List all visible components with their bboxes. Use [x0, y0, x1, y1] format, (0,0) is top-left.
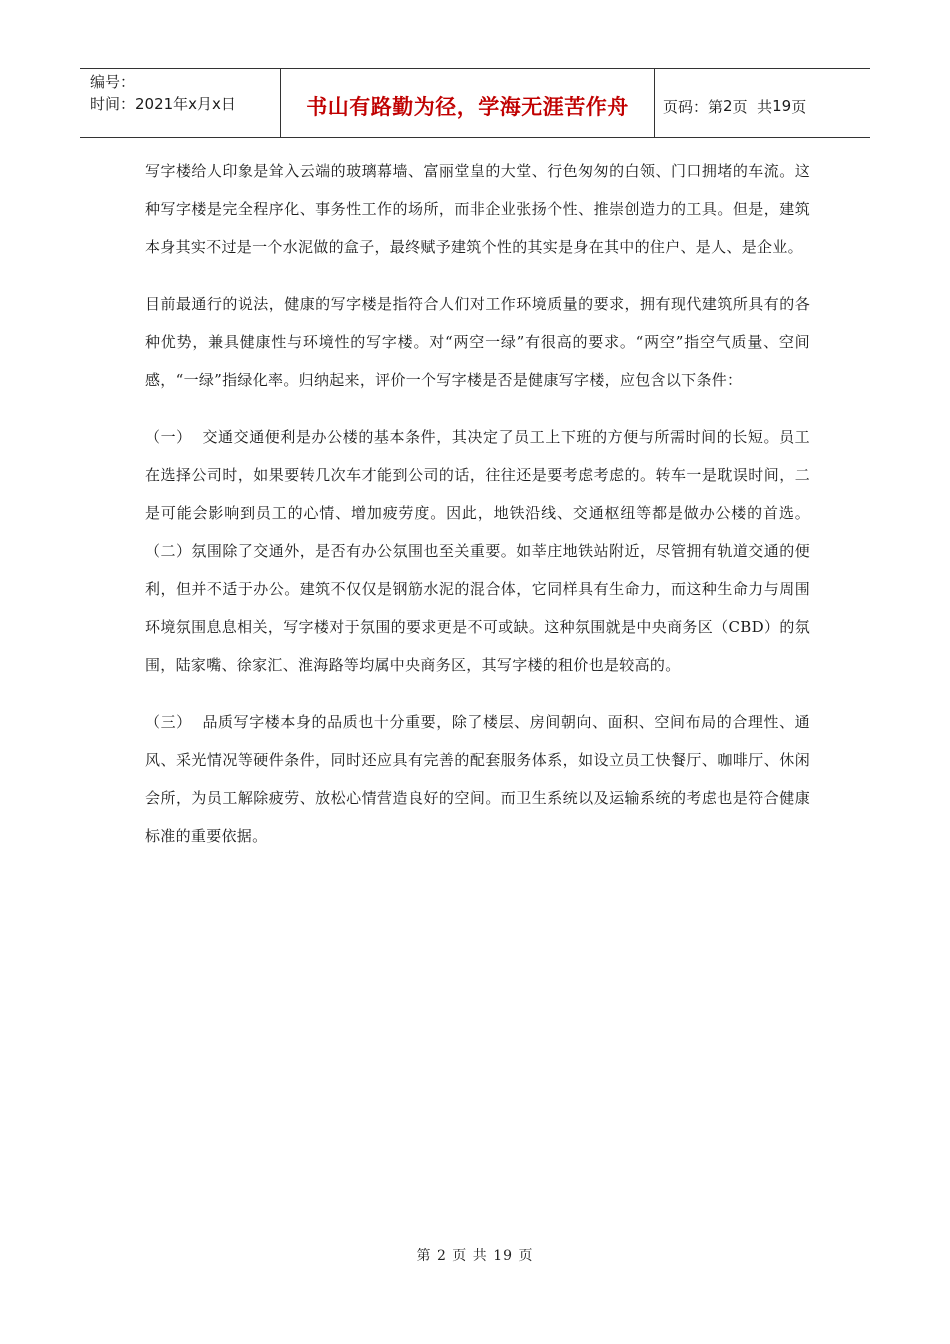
- condition-three-label: （三）: [145, 713, 203, 731]
- header-motto-cell: [281, 69, 655, 137]
- page-total: 19: [772, 97, 792, 115]
- paragraph-intro: 写字楼给人印象是耸入云端的玻璃幕墙、富丽堂皇的大堂、行色匆匆的白领、门口拥堵的车流。这种写字楼是完全程序化、事务性工作的场所，而非企业张扬个性、推崇创造力的工具。但是，建筑本身其实不过是一个水泥做的盒子，最终赋予建筑个性的其实是身在其中的住户、是人、是企业。: [145, 162, 810, 256]
- page-footer: 第 2 页 共 19 页: [416, 1248, 534, 1264]
- number-label: 编号：: [90, 73, 136, 91]
- condition-one-label: （一）: [145, 428, 203, 446]
- document-header: [80, 68, 870, 138]
- document-body: [145, 152, 810, 874]
- time-label: 时间：2021年x月x日: [90, 95, 236, 113]
- page-current: 2: [723, 97, 733, 115]
- page-label: 页码：第: [663, 97, 724, 116]
- page-mid: 页 共: [732, 97, 773, 116]
- page-end: 页: [791, 97, 807, 116]
- paragraph-condition-one: [145, 418, 810, 684]
- paragraph-definition: 目前最通行的说法，健康的写字楼是指符合人们对工作环境质量的要求，拥有现代建筑所具有的各种优势，兼具健康性与环境性的写字楼。对“两空一绿”有很高的要求。“两空”指空气质量、空间感，“一绿”指绿化率。归纳起来，评价一个写字楼是否是健康写字楼，应包含以下条件：: [145, 295, 810, 389]
- header-page-cell: [655, 69, 870, 137]
- motto-text: 书山有路勤为径，学海无涯苦作舟: [306, 95, 629, 119]
- paragraph-condition-three: [145, 703, 810, 855]
- header-meta-cell: [80, 69, 281, 137]
- condition-one-text: 交通交通便利是办公楼的基本条件，其决定了员工上下班的方便与所需时间的长短。员工在选择公司时，如果要转几次车才能到公司的话，往往还是要考虑考虑的。转车一是耽误时间，二是可能会影响到员工的心情、增加疲劳度。因此，地铁沿线、交通枢纽等都是做办公楼的首选。（二）氛围除了交通外，是否有办公氛围也至关重要。如莘庄地铁站附近，尽管拥有轨道交通的便利，但并不适于办公。建筑不仅仅是钢筋水泥的混合体，它同样具有生命力，而这种生命力与周围环境氛围息息相关，写字楼对于氛围的要求更是不可或缺。这种氛围就是中央商务区（CBD）的氛围，陆家嘴、徐家汇、淮海路等均属中央商务区，其写字楼的租价也是较高的。: [145, 428, 810, 674]
- condition-three-text: 品质写字楼本身的品质也十分重要，除了楼层、房间朝向、面积、空间布局的合理性、通风、采光情况等硬件条件，同时还应具有完善的配套服务体系，如设立员工快餐厅、咖啡厅、休闲会所，为员工解除疲劳、放松心情营造良好的空间。而卫生系统以及运输系统的考虑也是符合健康标准的重要依据。: [145, 713, 810, 845]
